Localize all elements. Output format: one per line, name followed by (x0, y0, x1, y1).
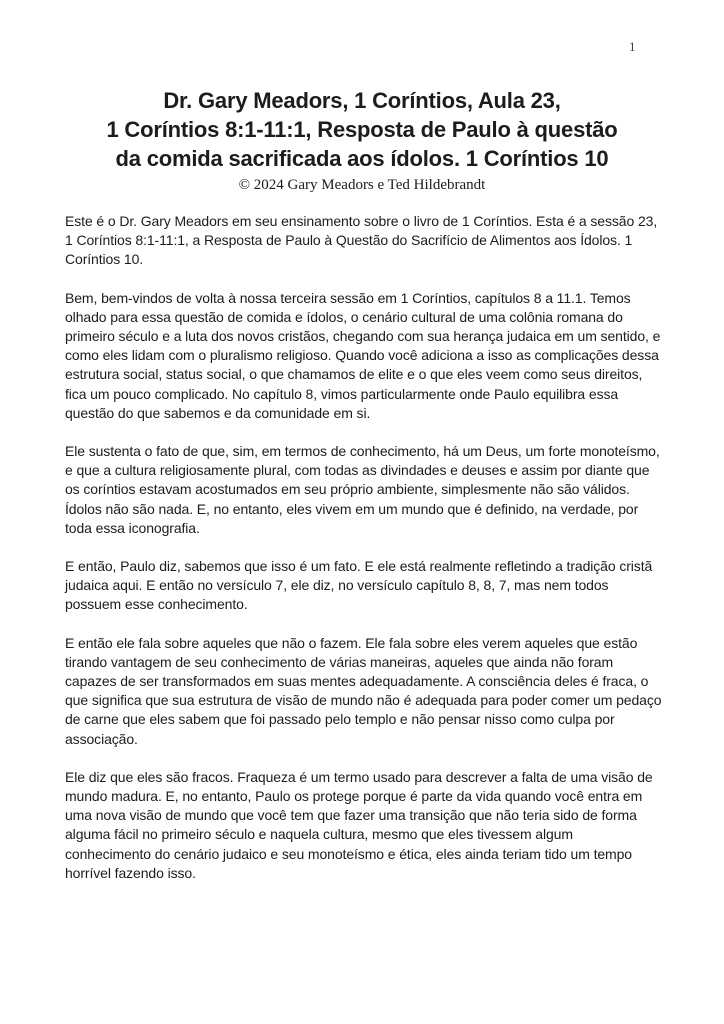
body-paragraph: Ele diz que eles são fracos. Fraqueza é um termo usado para descrever a falta de uma visão de mundo madura. E, no entanto, Paulo os protege porque é parte da vida quando você entra em uma nova visão de mundo que você tem que fazer uma transição que não teria sido de forma alguma fácil no primeiro século e naquela cultura, mesmo que eles tivessem algum conhecimento do cenário judaico e seu monoteísmo e ética, eles ainda teriam tido um tempo horrível fazendo isso. (65, 768, 653, 881)
document-body (65, 212, 662, 883)
document-title (0, 86, 724, 173)
body-paragraph: Este é o Dr. Gary Meadors em seu ensinamento sobre o livro de 1 Coríntios. Esta é a sessão 23, 1 Coríntios 8:1-11:1, a Resposta de Paulo à Questão do Sacrifício de Alimentos aos Ídolos. 1 Coríntios 10. (65, 213, 658, 268)
title-line-1: Dr. Gary Meadors, 1 Coríntios, Aula 23, (163, 88, 561, 113)
body-paragraph: Bem, bem-vindos de volta à nossa terceira sessão em 1 Coríntios, capítulos 8 a 11.1. Temos olhado para essa questão de comida e ídolos, o cenário cultural de uma colônia romana do primeiro século e a luta dos novos cristãos, chegando com sua herança judaica em um sentido, e como eles lidam com o pluralismo religioso. Quando você adiciona a isso as complicações dessa estrutura social, status social, o que chamamos de elite e o que eles veem como seus direitos, fica um pouco complicado. No capítulo 8, vimos particularmente onde Paulo equilibra essa questão do que sabemos e da comunidade em si. (65, 289, 661, 421)
body-paragraph: E então, Paulo diz, sabemos que isso é um fato. E ele está realmente refletindo a tradição cristã judaica aqui. E então no versículo 7, ele diz, no versículo capítulo 8, 8, 7, mas nem todos possuem esse conhecimento. (65, 558, 653, 613)
copyright-line: © 2024 Gary Meadors e Ted Hildebrandt (238, 177, 486, 193)
title-line-3: da comida sacrificada aos ídolos. 1 Coríntios 10 (115, 146, 609, 171)
document-header (0, 0, 724, 195)
body-paragraph: E então ele fala sobre aqueles que não o fazem. Ele fala sobre eles verem aqueles que estão tirando vantagem de seu conhecimento de várias maneiras, aqueles que ainda não foram capazes de ser transformados em suas mentes adequadamente. A consciência deles é fraca, o que significa que sua estrutura de visão de mundo não é adequada para poder comer um pedaço de carne que eles sabem que foi passado pelo templo e não pensar nisso como culpa por associação. (65, 634, 662, 747)
page-number: 1 (629, 39, 636, 54)
title-line-2: 1 Coríntios 8:1-11:1, Resposta de Paulo à questão (106, 117, 618, 142)
body-paragraph: Ele sustenta o fato de que, sim, em termos de conhecimento, há um Deus, um forte monoteísmo, e que a cultura religiosamente plural, com todas as divindades e deuses e assim por diante que os coríntios estavam acostumados em seu próprio ambiente, simplesmente não são válidos. Ídolos não são nada. E, no entanto, eles vivem em um mundo que é definido, na verdade, por toda essa iconografia. (65, 443, 660, 536)
